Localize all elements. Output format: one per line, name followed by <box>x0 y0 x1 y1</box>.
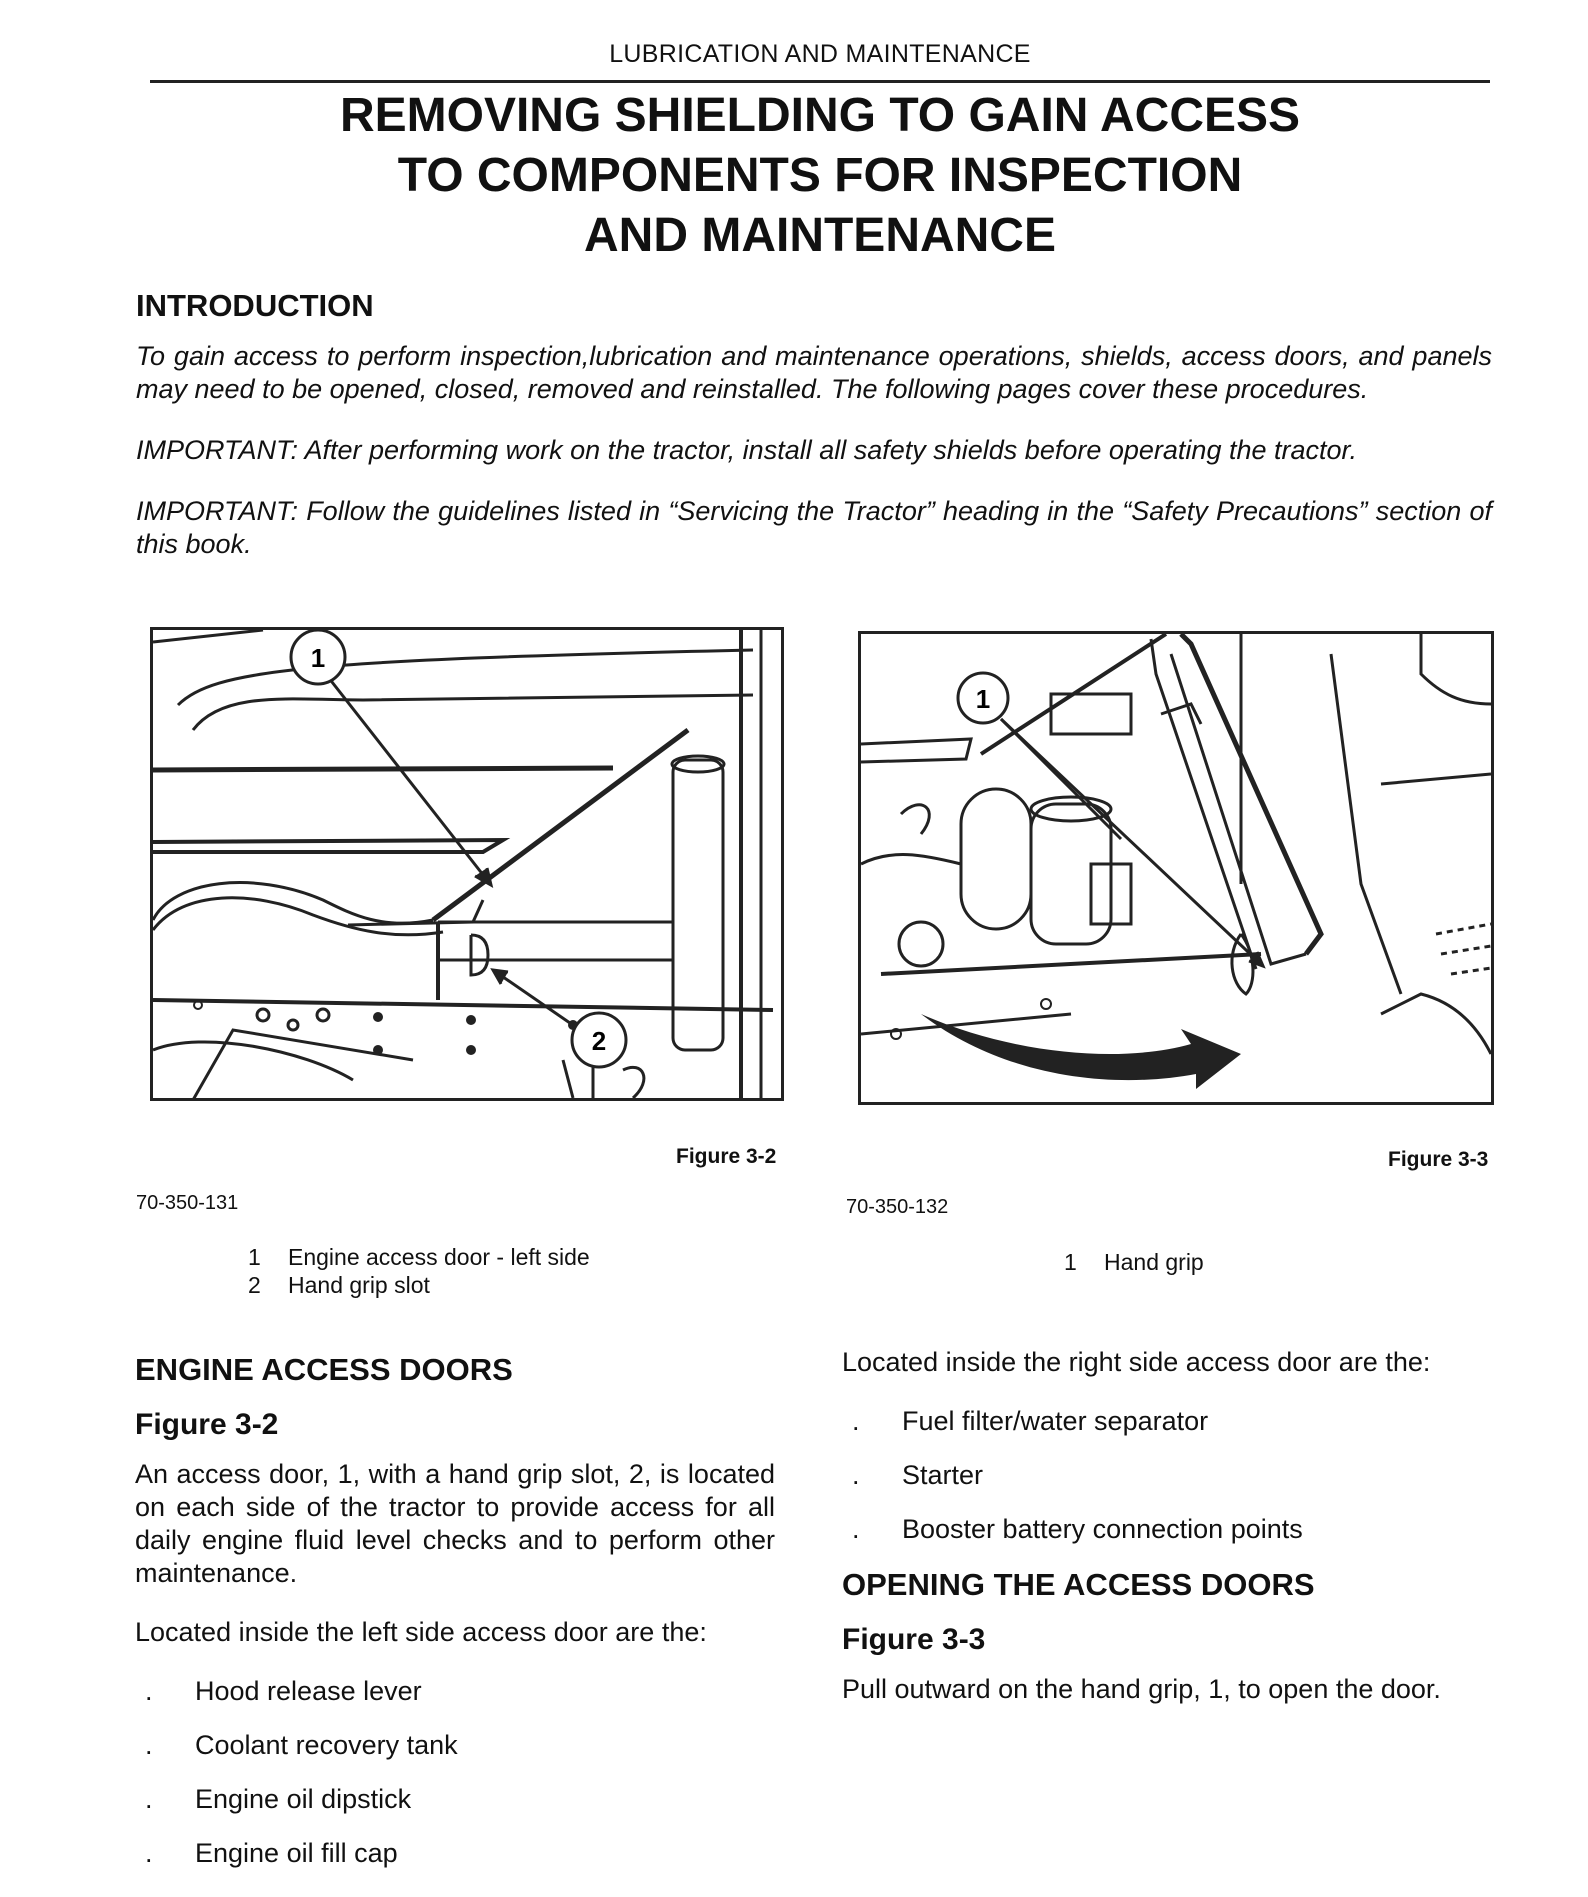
list-item <box>842 1513 1502 1546</box>
list-item-text: Coolant recovery tank <box>195 1730 458 1760</box>
introduction-text <box>136 340 1492 589</box>
list-item <box>842 1459 1502 1492</box>
figure-3-3-caption: Figure 3-3 <box>1388 1148 1489 1171</box>
bullet: . <box>852 1514 860 1544</box>
list-item-text: Engine oil fill cap <box>195 1838 398 1868</box>
bullet: . <box>145 1784 153 1814</box>
callout-1-label: 1 <box>310 643 326 673</box>
hand-grip-open-door-drawing <box>861 634 1491 1102</box>
header-rule <box>150 80 1490 83</box>
callout-2 <box>572 1013 626 1067</box>
intro-paragraph: To gain access to perform inspection,lubrication and maintenance operations, shields, access doors, and panels may need to be opened, closed, removed and reinstalled. The following pages cover these procedures. <box>136 341 1492 404</box>
engine-access-doors-section <box>135 1352 775 1891</box>
bullet: . <box>852 1460 860 1490</box>
important-note-shields: IMPORTANT: After performing work on the tractor, install all safety shields before operating the tractor. <box>136 435 1358 465</box>
callout-1 <box>958 673 1008 723</box>
legend-row <box>248 1243 590 1271</box>
bullet: . <box>145 1676 153 1706</box>
legend-number: 1 <box>248 1244 261 1270</box>
list-item <box>135 1837 775 1870</box>
legend-text: Engine access door - left side <box>288 1244 590 1270</box>
figure-reference: Figure 3-2 <box>135 1408 279 1441</box>
list-item-text: Hood release lever <box>195 1676 422 1706</box>
bullet: . <box>145 1838 153 1868</box>
callout-2-label: 2 <box>591 1026 607 1056</box>
legend-text: Hand grip slot <box>288 1272 430 1298</box>
list-intro: Located inside the left side access door are the: <box>135 1617 707 1647</box>
right-door-section <box>842 1346 1502 1732</box>
important-note-guidelines: IMPORTANT: Follow the guidelines listed in “Servicing the Tractor” heading in the “Safety Precautions” section of this book. <box>136 496 1492 559</box>
figure-3-3-illustration <box>858 631 1494 1105</box>
right-door-components-list <box>842 1405 1502 1546</box>
page-title <box>150 86 1490 266</box>
section-paragraph: Pull outward on the hand grip, 1, to open the door. <box>842 1674 1441 1704</box>
list-item-text: Booster battery connection points <box>902 1514 1303 1544</box>
list-item-text: Starter <box>902 1460 984 1490</box>
list-item <box>135 1675 775 1708</box>
list-item <box>135 1783 775 1816</box>
bullet: . <box>852 1406 860 1436</box>
callout-1 <box>291 630 345 684</box>
legend-text: Hand grip <box>1104 1249 1204 1275</box>
list-intro: Located inside the right side access door are the: <box>842 1347 1431 1377</box>
running-head: LUBRICATION AND MAINTENANCE <box>609 40 1031 68</box>
title-line: REMOVING SHIELDING TO GAIN ACCESS <box>339 89 1301 142</box>
legend-row <box>1064 1248 1204 1276</box>
figure-3-3-code: 70-350-132 <box>846 1196 949 1218</box>
figure-3-2-caption: Figure 3-2 <box>676 1145 777 1168</box>
bullet: . <box>145 1730 153 1760</box>
section-heading: ENGINE ACCESS DOORS <box>135 1352 513 1387</box>
legend-row <box>248 1271 590 1299</box>
list-item-text: Fuel filter/water separator <box>902 1406 1209 1436</box>
section-paragraph: An access door, 1, with a hand grip slot, 2, is located on each side of the tractor to provide access for all daily engine fluid level checks and to perform other maintenance. <box>135 1459 775 1588</box>
title-line: TO COMPONENTS FOR INSPECTION <box>397 149 1243 202</box>
figure-3-2-code: 70-350-131 <box>136 1192 239 1214</box>
legend-number: 1 <box>1064 1249 1077 1275</box>
engine-access-door-left-drawing <box>153 630 781 1098</box>
title-line: AND MAINTENANCE <box>584 209 1056 262</box>
figure-3-3-legend <box>1064 1248 1204 1276</box>
left-door-components-list <box>135 1675 775 1870</box>
figure-reference: Figure 3-3 <box>842 1623 986 1656</box>
figure-3-2-illustration <box>150 627 784 1101</box>
introduction-heading: INTRODUCTION <box>136 288 374 323</box>
callout-1-label: 1 <box>975 684 991 714</box>
list-item-text: Engine oil dipstick <box>195 1784 412 1814</box>
section-heading: OPENING THE ACCESS DOORS <box>842 1567 1315 1602</box>
list-item <box>135 1729 775 1762</box>
legend-number: 2 <box>248 1272 261 1298</box>
figure-3-2-legend <box>248 1243 590 1299</box>
list-item <box>842 1405 1502 1438</box>
